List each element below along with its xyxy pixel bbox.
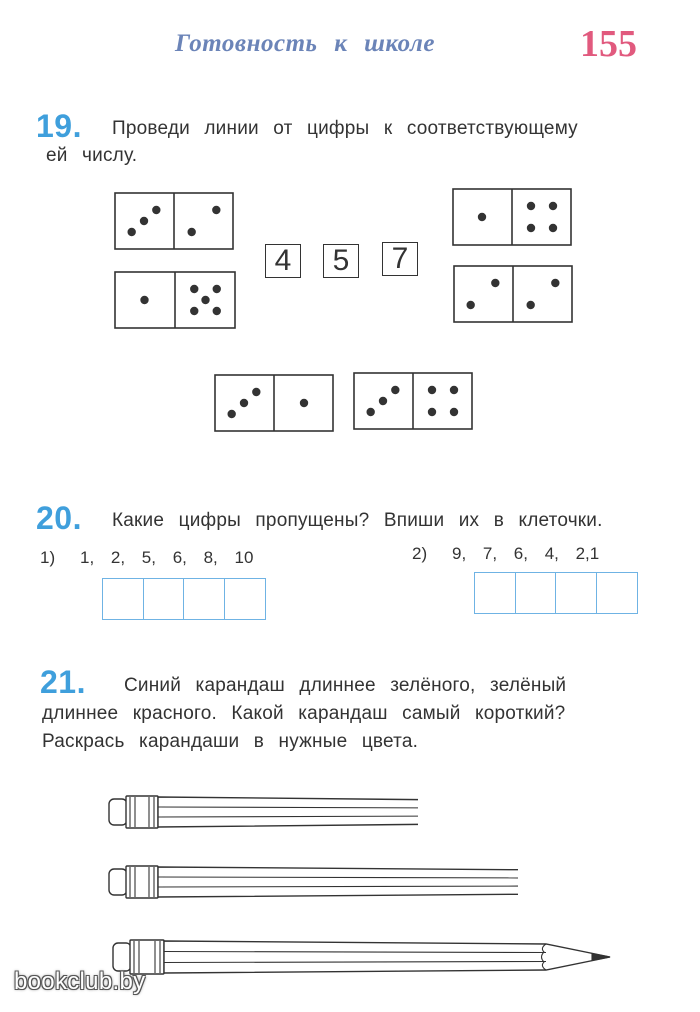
task-20-number: 20. xyxy=(36,500,82,536)
answer-cell[interactable] xyxy=(102,578,144,620)
domino-pip xyxy=(391,386,399,394)
domino-pip xyxy=(491,279,499,287)
task-21-text-line2: длиннее красного. Какой карандаш самый короткий? xyxy=(42,703,566,724)
task-21-number: 21. xyxy=(40,664,86,700)
page-header-title: Готовность к школе xyxy=(175,30,435,57)
domino-pip xyxy=(213,285,221,293)
domino-pip xyxy=(212,206,220,214)
domino-pip xyxy=(526,301,534,309)
domino-pip xyxy=(466,301,474,309)
domino-pip xyxy=(428,408,436,416)
domino-pip xyxy=(127,228,135,236)
task-19-text-line1: Проведи линии от цифры к соответствующему xyxy=(112,118,578,139)
domino-pip xyxy=(152,206,160,214)
answer-cell[interactable] xyxy=(143,578,185,620)
sequence-2-values: 9, 7, 6, 4, 2,1 xyxy=(452,544,600,563)
domino-pip xyxy=(213,307,221,315)
domino-pip xyxy=(549,224,557,232)
domino-6 xyxy=(353,372,473,430)
domino-pip xyxy=(240,399,248,407)
sequence-1-label: 1) xyxy=(40,548,56,567)
domino-pip xyxy=(366,408,374,416)
number-card-4: 4 xyxy=(265,244,301,278)
domino-pip xyxy=(549,202,557,210)
domino-4 xyxy=(453,265,573,323)
task-20-text: Какие цифры пропущены? Впиши их в клеточки. xyxy=(112,510,603,531)
sequence-2-label: 2) xyxy=(412,544,428,563)
domino-pip xyxy=(551,279,559,287)
number-card-5: 5 xyxy=(323,244,359,278)
domino-pip xyxy=(478,213,486,221)
task-19-number: 19. xyxy=(36,108,82,144)
answer-cell[interactable] xyxy=(515,572,557,614)
task-21-text-line3: Раскрась карандаши в нужные цвета. xyxy=(42,731,419,752)
domino-pip xyxy=(252,388,260,396)
domino-2 xyxy=(114,271,236,329)
domino-pip xyxy=(450,386,458,394)
answer-cell[interactable] xyxy=(183,578,225,620)
domino-pip xyxy=(450,408,458,416)
answer-cell[interactable] xyxy=(224,578,266,620)
sequence-1-answer-boxes xyxy=(102,578,266,620)
task-21-text-line1: Синий карандаш длиннее зелёного, зелёный xyxy=(124,675,567,696)
number-card-7: 7 xyxy=(382,242,418,276)
sequence-1-values: 1, 2, 5, 6, 8, 10 xyxy=(80,548,254,567)
domino-pip xyxy=(190,307,198,315)
domino-pip xyxy=(201,296,209,304)
answer-cell[interactable] xyxy=(474,572,516,614)
domino-pip xyxy=(190,285,198,293)
domino-pip xyxy=(527,202,535,210)
sequence-2-answer-boxes xyxy=(474,572,638,614)
answer-cell[interactable] xyxy=(596,572,638,614)
domino-pip xyxy=(527,224,535,232)
pencil-short[interactable] xyxy=(108,792,418,832)
domino-1 xyxy=(114,192,234,250)
page-number: 155 xyxy=(580,23,637,65)
pencil-long[interactable] xyxy=(112,935,612,979)
watermark: bookclub.by xyxy=(14,968,146,995)
pencil-medium[interactable] xyxy=(108,862,518,902)
domino-pip xyxy=(300,399,308,407)
task-19-text-line2: ей числу. xyxy=(46,145,138,166)
domino-pip xyxy=(428,386,436,394)
domino-pip xyxy=(140,296,148,304)
domino-pip xyxy=(227,410,235,418)
domino-pip xyxy=(379,397,387,405)
domino-3 xyxy=(452,188,572,246)
domino-5 xyxy=(214,374,334,432)
answer-cell[interactable] xyxy=(555,572,597,614)
domino-pip xyxy=(187,228,195,236)
domino-pip xyxy=(140,217,148,225)
